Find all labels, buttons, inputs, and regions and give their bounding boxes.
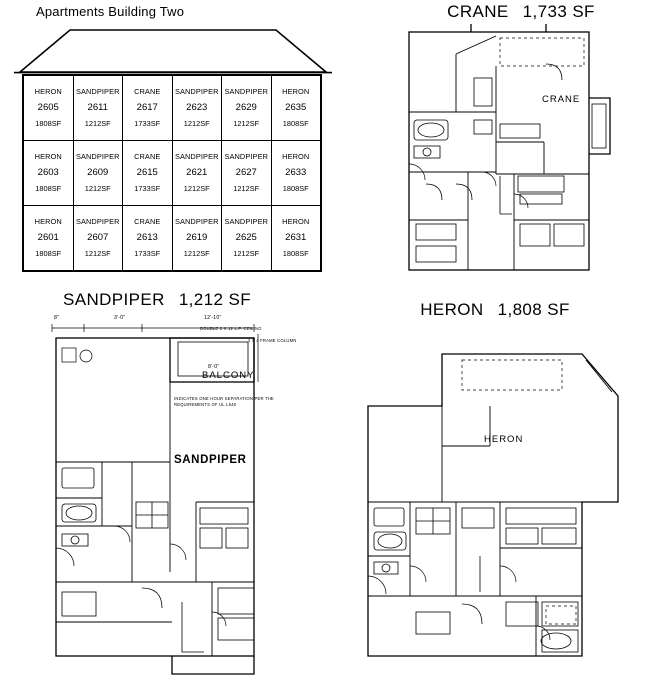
unit-number: 2631 [285,232,307,243]
unit-number: 2607 [87,232,109,243]
unit-cell[interactable] [271,206,321,271]
heron-area-text: 1,808 SF [497,300,570,319]
sandpiper-plan-title [22,290,292,310]
unit-name: SANDPIPER [75,152,120,161]
unit-number: 2625 [235,232,257,243]
unit-cell[interactable] [24,141,74,206]
unit-number: 2609 [87,167,109,178]
unit-name: HERON [34,152,62,161]
unit-name: HERON [34,217,62,226]
crane-plan-title [396,2,646,22]
unit-number: 2623 [186,102,208,113]
sandpiper-balcony-label: BALCONY [202,370,255,381]
unit-sf: 1212SF [84,184,111,193]
unit-cell[interactable] [172,76,222,141]
unit-name: HERON [282,87,310,96]
roof-shape [14,24,332,74]
sandpiper-floorplan [22,288,322,682]
sandpiper-plan-drawing [22,312,292,682]
heron-floorplan [350,300,650,682]
crane-title-text: CRANE [447,2,509,21]
unit-name: SANDPIPER [174,217,219,226]
unit-cell[interactable] [123,141,173,206]
unit-name: SANDPIPER [174,152,219,161]
unit-name: HERON [34,87,62,96]
unit-sf: 1808SF [35,119,62,128]
unit-cell[interactable] [24,206,74,271]
unit-number: 2615 [136,167,158,178]
building-title: Apartments Building Two [36,4,185,19]
unit-number: 2635 [285,102,307,113]
unit-number: 2603 [37,167,59,178]
unit-number: 2629 [235,102,257,113]
building-two-diagram [8,0,338,290]
unit-number: 2627 [235,167,257,178]
unit-cell[interactable] [123,206,173,271]
unit-name: SANDPIPER [75,87,120,96]
unit-cell[interactable] [172,141,222,206]
crane-plan-drawing [396,24,646,284]
unit-number: 2613 [136,232,158,243]
unit-cell[interactable] [271,76,321,141]
sandpiper-note-body: INDICATES ONE HOUR SEPARATION PER THE REQUIREMENTS OF UL L546 [174,396,274,407]
unit-name: SANDPIPER [224,217,269,226]
unit-sf: 1733SF [134,184,161,193]
unit-number: 2621 [186,167,208,178]
unit-sf: 1212SF [233,119,260,128]
unit-sf: 1212SF [183,184,210,193]
unit-name: CRANE [134,87,161,96]
unit-sf: 1808SF [282,249,309,258]
unit-sf: 1212SF [84,119,111,128]
heron-plan-drawing [350,326,640,682]
sandpiper-dim-mid: 3'-0" [114,315,126,321]
unit-sf: 1212SF [183,249,210,258]
unit-cell[interactable] [24,76,74,141]
crane-room-label: CRANE [542,94,581,105]
table-row [24,76,321,141]
unit-number: 2605 [37,102,59,113]
unit-name: SANDPIPER [224,87,269,96]
unit-cell[interactable] [73,76,123,141]
unit-cell[interactable] [123,76,173,141]
unit-number: 2611 [87,102,108,113]
heron-room-label: HERON [484,434,524,445]
heron-title-text: HERON [420,300,484,319]
unit-sf: 1212SF [84,249,111,258]
unit-cell[interactable] [222,141,272,206]
unit-name: SANDPIPER [224,152,269,161]
unit-name: HERON [282,217,310,226]
unit-name: SANDPIPER [75,217,120,226]
unit-sf: 1733SF [134,249,161,258]
sandpiper-title-text: SANDPIPER [62,290,165,309]
sandpiper-note-frame: 2 X 4 FRAME COLUMN [248,338,297,343]
unit-sf: 1808SF [35,249,62,258]
unit-sf: 1212SF [183,119,210,128]
crane-area-text: 1,733 SF [522,2,595,21]
unit-sf: 1212SF [233,249,260,258]
unit-cell[interactable] [73,206,123,271]
heron-plan-title [350,300,640,320]
unit-sf: 1808SF [282,119,309,128]
unit-cell[interactable] [222,76,272,141]
unit-number: 2619 [186,232,208,243]
unit-cell[interactable] [222,206,272,271]
unit-name: CRANE [134,152,161,161]
table-row [24,141,321,206]
unit-grid [22,74,322,272]
table-row [24,206,321,271]
sandpiper-note-header: DOUBLE 2 X 12 L.P. CEILING [200,326,262,331]
unit-number: 2617 [136,102,158,113]
unit-sf: 1212SF [233,184,260,193]
sandpiper-room-label: SANDPIPER [174,454,247,466]
sandpiper-dim-balcony-depth: 8'-0" [208,364,220,370]
sandpiper-dim-right: 12'-10" [204,315,222,321]
unit-cell[interactable] [172,206,222,271]
sandpiper-area-text: 1,212 SF [178,290,252,309]
unit-name: SANDPIPER [174,87,219,96]
sandpiper-dim-left: 8" [54,315,60,321]
crane-floorplan [396,0,646,290]
unit-sf: 1733SF [134,119,161,128]
unit-number: 2633 [285,167,307,178]
unit-name: HERON [282,152,310,161]
unit-sf: 1808SF [35,184,62,193]
unit-cell[interactable] [73,141,123,206]
unit-sf: 1808SF [282,184,309,193]
unit-name: CRANE [134,217,161,226]
unit-cell[interactable] [271,141,321,206]
unit-number: 2601 [37,232,59,243]
